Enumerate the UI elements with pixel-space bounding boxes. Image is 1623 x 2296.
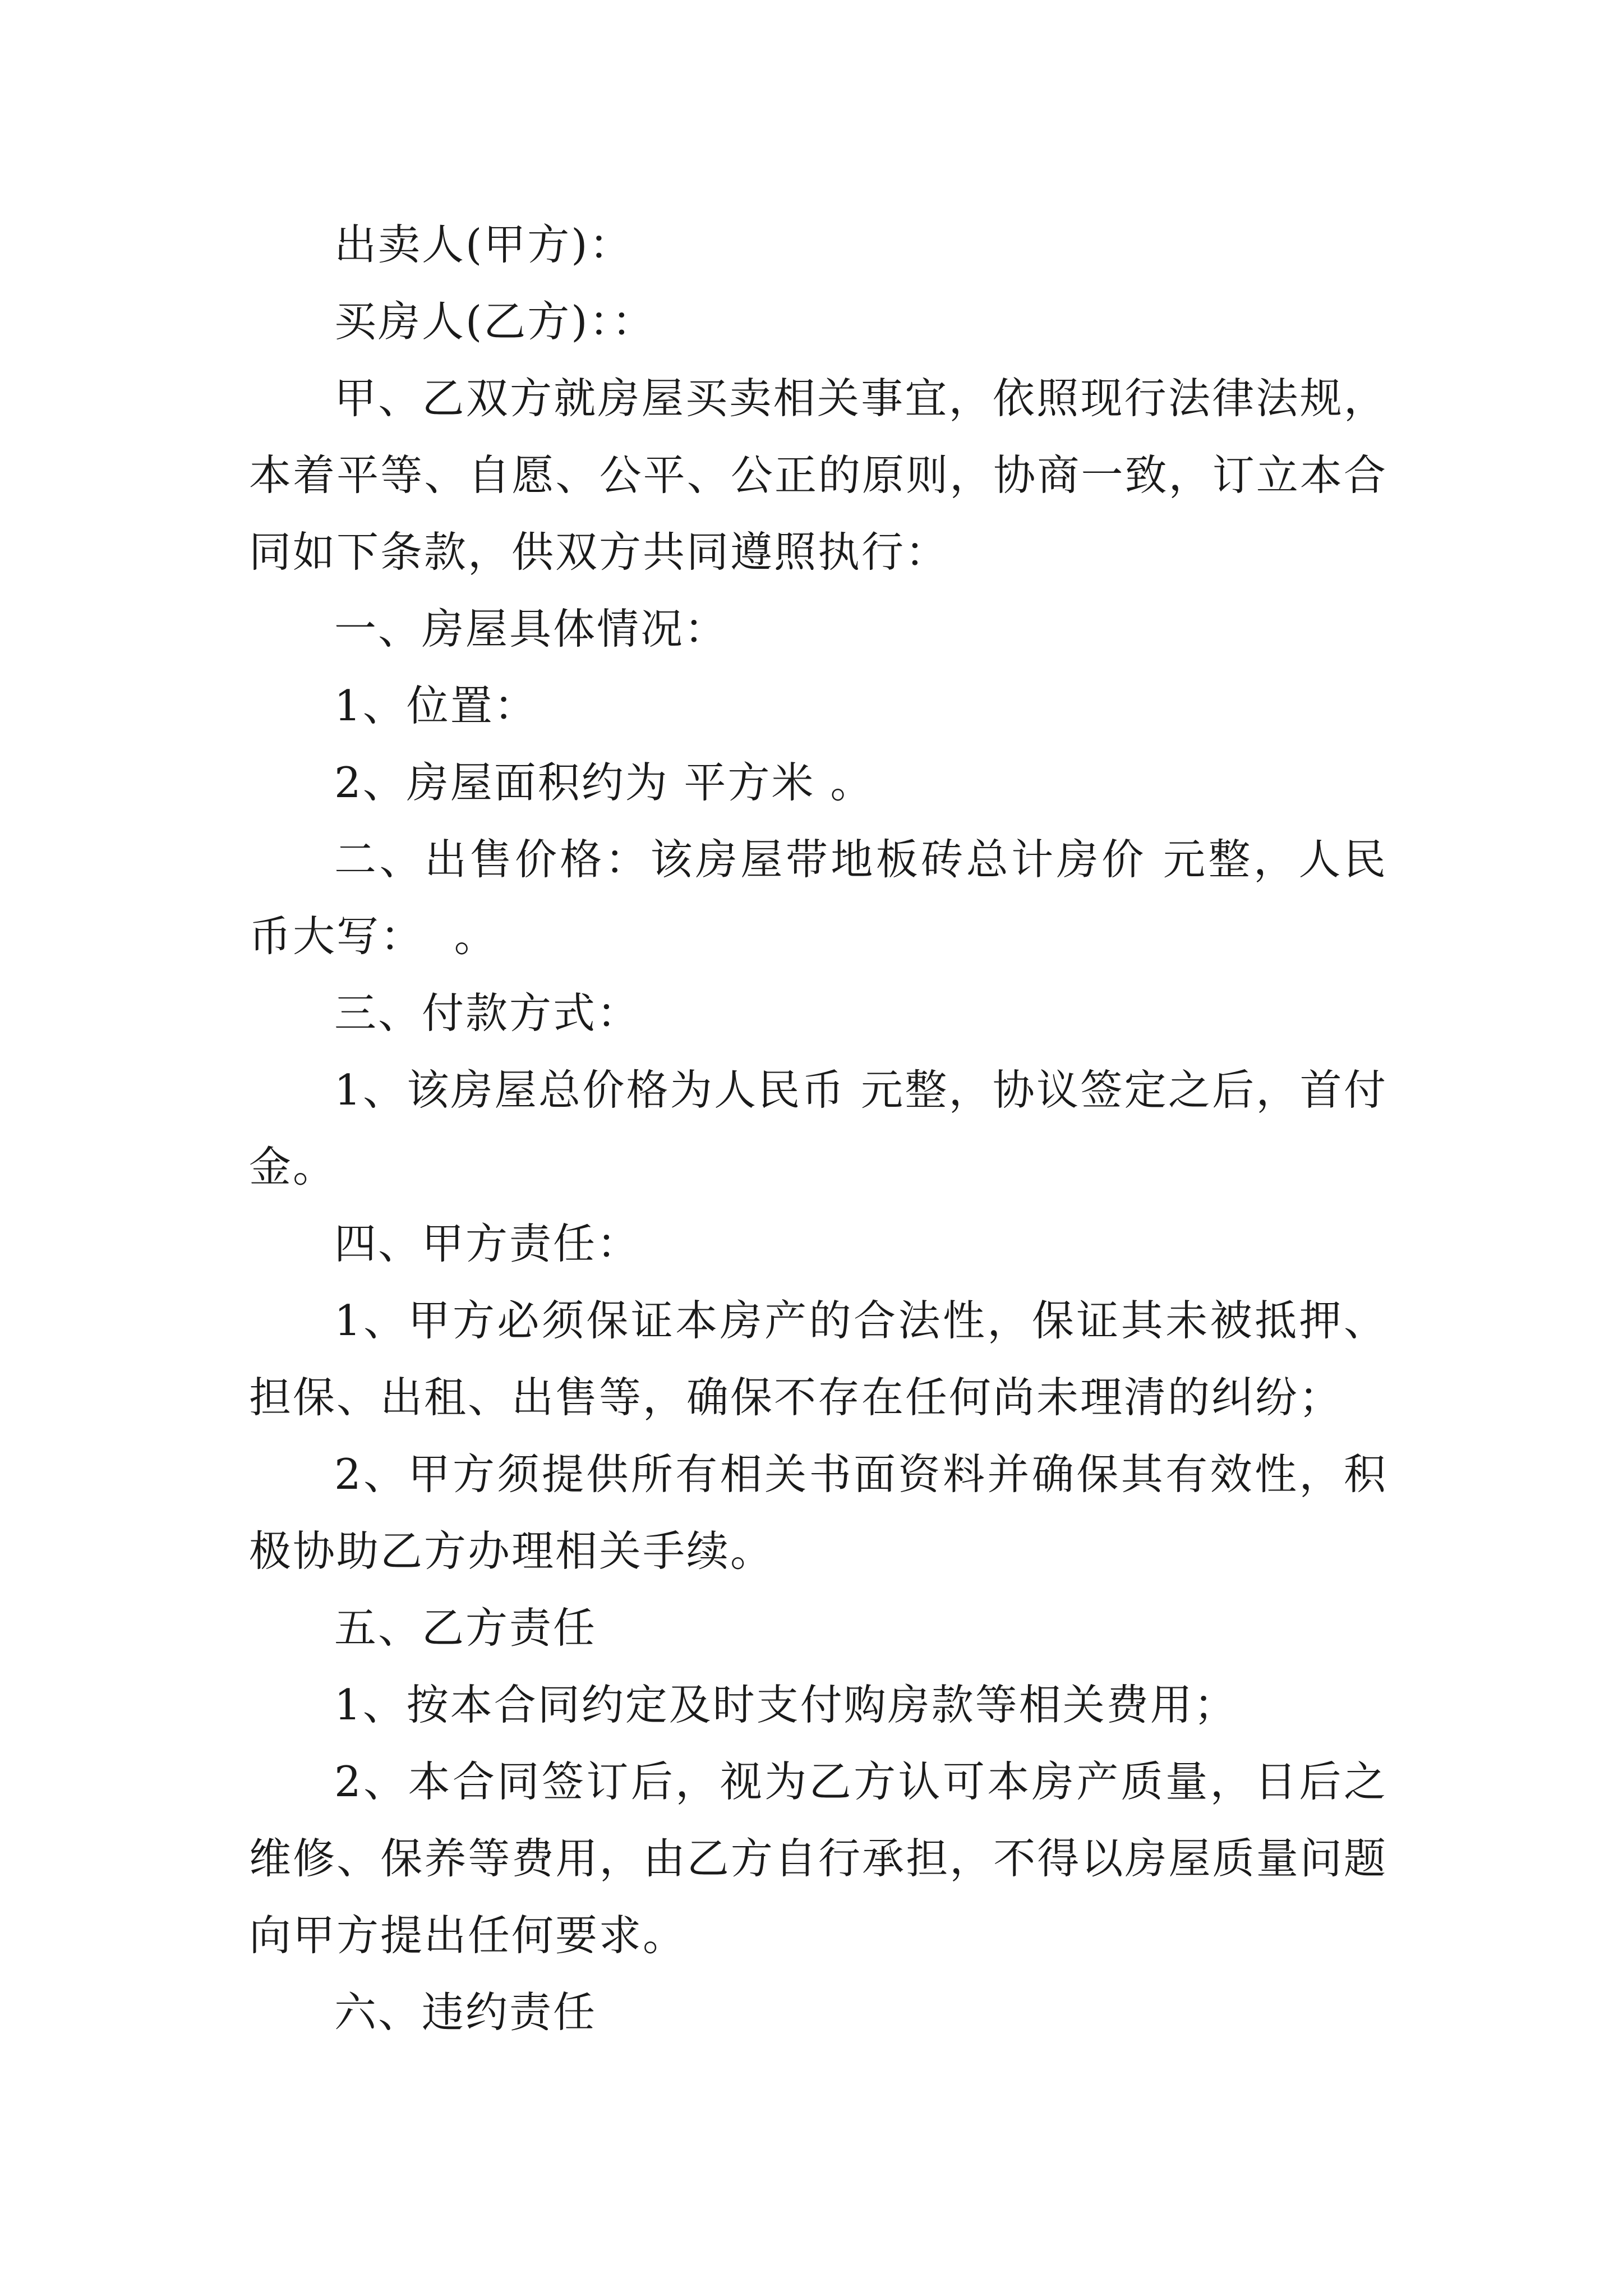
clause-1-2: 2、房屋面积约为 平方米 。 xyxy=(334,758,874,807)
clause-3-1: 1、该房屋总价格为人民币 元整，协议签定之后，首付金。 xyxy=(249,1065,1387,1191)
clause-4-2: 2、甲方须提供所有相关书面资料并确保其有效性，积极协助乙方办理相关手续。 xyxy=(249,1450,1387,1576)
clause-4-1: 1、甲方必须保证本房产的合法性，保证其未被抵押、担保、出租、出售等，确保不存在任何尚未理清的纠纷； xyxy=(249,1296,1387,1422)
section-heading-2: 二、出售价格：该房屋带地板砖总计房价 元整，人民币大写： 。 xyxy=(249,835,1387,961)
section-heading-3: 三、付款方式： xyxy=(334,988,641,1038)
clause-1-1: 1、位置： xyxy=(334,681,538,730)
section-heading-4: 四、甲方责任： xyxy=(334,1219,641,1268)
clause-5-2: 2、本合同签订后，视为乙方认可本房产质量，日后之维修、保养等费用，由乙方自行承担，不得以房屋质量问题向甲方提出任何要求。 xyxy=(249,1757,1387,1960)
seller-line: 出卖人(甲方)： xyxy=(334,220,633,269)
clause-5-1: 1、按本合同约定及时支付购房款等相关费用； xyxy=(334,1680,1238,1729)
buyer-line: 买房人(乙方)：： xyxy=(334,297,656,346)
document-body xyxy=(249,206,1387,2051)
section-heading-1: 一、房屋具体情况： xyxy=(334,604,728,654)
section-heading-6: 六、违约责任 xyxy=(334,1987,597,2037)
preamble-paragraph: 甲、乙双方就房屋买卖相关事宜，依照现行法律法规，本着平等、自愿、公平、公正的原则，协商一致，订立本合同如下条款，供双方共同遵照执行： xyxy=(249,374,1387,577)
section-heading-5: 五、乙方责任 xyxy=(334,1603,597,1653)
